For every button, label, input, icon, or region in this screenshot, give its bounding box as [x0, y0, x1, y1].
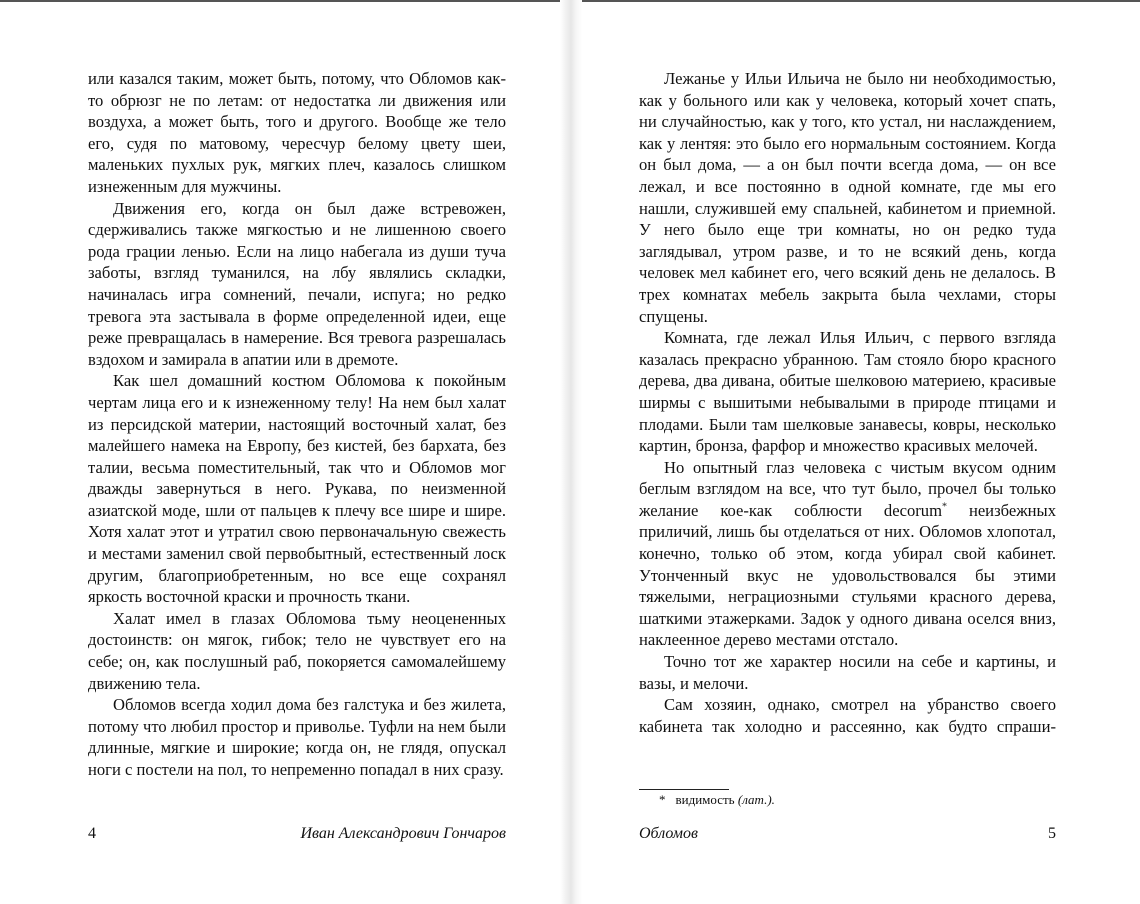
footnote-text: видимость: [675, 792, 735, 807]
paragraph: Как шел домашний костюм Обломова к покойным чертам лица его и к изнеженному телу! На нем был халат из персидской материи, настоящий восточный халат, без малейшего намека на Европу, без кистей, без бархата, без талии, весьма поместительный, так что и Обломов мог дважды завернуться в него. Рукава, по неизменной азиатской моде, шли от пальцев к плечу все шире и шире. Хотя халат этот и утратил свою первоначальную свежесть и местами заменил свой первобытный, естественный лоск другим, благоприобретенным, но все еще сохранял яркость восточной краски и прочность ткани.: [88, 371, 506, 607]
footnote-divider: [639, 789, 729, 790]
paragraph: Сам хозяин, однако, смотрел на убранство своего кабинета так холодно и рассеянно, как будто спраши-: [639, 695, 1056, 736]
paragraph: Точно тот же характер носили на себе и картины, и вазы, и мелочи.: [639, 652, 1056, 693]
paragraph: [639, 457, 1056, 651]
footnote: [659, 792, 775, 808]
left-page-body: [88, 68, 506, 781]
running-title-book: Обломов: [639, 825, 698, 842]
page-number: 4: [88, 825, 96, 842]
footnote-reference: *: [941, 501, 947, 513]
paragraph: Движения его, когда он был даже встревожен, сдерживались также мягкостью и не лишенною своего рода грации ленью. Если на лицо набегала из души туча заботы, взгляд туманился, на лбу являлись складки, начиналась игра сомнений, печали, испуга; но редко тревога эта застывала в форме определенной идеи, еще реже превращалась в намерение. Вся тревога разрешалась вздохом и замирала в апатии или в дремоте.: [88, 198, 506, 369]
right-page: [570, 0, 1140, 904]
paragraph: Лежанье у Ильи Ильича не было ни необходимостью, как у больного или как у человека, который хочет спать, ни случайностью, как у того, кто устал, ни наслаждением, как у лентяя: это было его нормальным состоянием. Когда он был дома, — а он был почти всегда дома, — он все лежал, и все постоянно в одной комнате, где мы его нашли, служившей ему спальней, кабинетом и приемной. У него было еще три комнаты, но он редко туда заглядывал, утром разве, и то не всякий день, когда человек мел кабинет его, чего всякий день не делалось. В трех комнатах мебель закрыта была чехлами, сторы спущены.: [639, 69, 1056, 326]
page-number: 5: [1048, 825, 1056, 842]
footnote-mark: *: [659, 792, 666, 807]
paragraph: или казался таким, может быть, потому, что Обломов как-то обрюзг не по летам: от недостатка ли движения или воздуха, а может быть, того и другого. Вообще же тело его, судя по матовому, чересчур белому цвету шеи, маленьких пухлых рук, мягких плеч, казалось слишком изнеженным для мужчины.: [88, 69, 506, 196]
right-page-body: [639, 68, 1056, 737]
paragraph: Халат имел в глазах Обломова тьму неоцененных достоинств: он мягок, гибок; тело не чувствует его на себе; он, как послушный раб, покоряется самомалейшему движению тела.: [88, 608, 506, 693]
paragraph-text: неизбежных приличий, лишь бы отделаться от них. Обломов хлопотал, конечно, только об этом, когда убирал свой кабинет. Утонченный вкус не удовольствовался бы этими тяжелыми, неграциозными стульями красного дерева, шаткими этажерками. Задок у одного дивана оселся вниз, наклеенное дерево местами отстало.: [639, 500, 1056, 650]
running-title-author: Иван Александрович Гончаров: [300, 825, 506, 842]
paragraph-text: Но опытный глаз человека с чистым вкусом одним беглым взглядом на все, что тут было, прочел бы только желание кое-как соблюсти decorum: [639, 457, 1056, 520]
paragraph: Обломов всегда ходил дома без галстука и без жилета, потому что любил простор и приволье. Туфли на нем были длинные, мягкие и широкие; когда он, не глядя, опускал ноги с постели на пол, то непременно попадал в них сразу.: [88, 695, 506, 779]
paragraph: Комната, где лежал Илья Ильич, с первого взгляда казалась прекрасно убранною. Там стояло бюро красного дерева, два дивана, обитые шелковою материею, красивые ширмы с вышитыми небывалыми в природе птицами и плодами. Были там шелковые занавесы, ковры, несколько картин, бронза, фарфор и множество красивых мелочей.: [639, 328, 1056, 456]
footnote-language: (лат.).: [737, 792, 775, 807]
